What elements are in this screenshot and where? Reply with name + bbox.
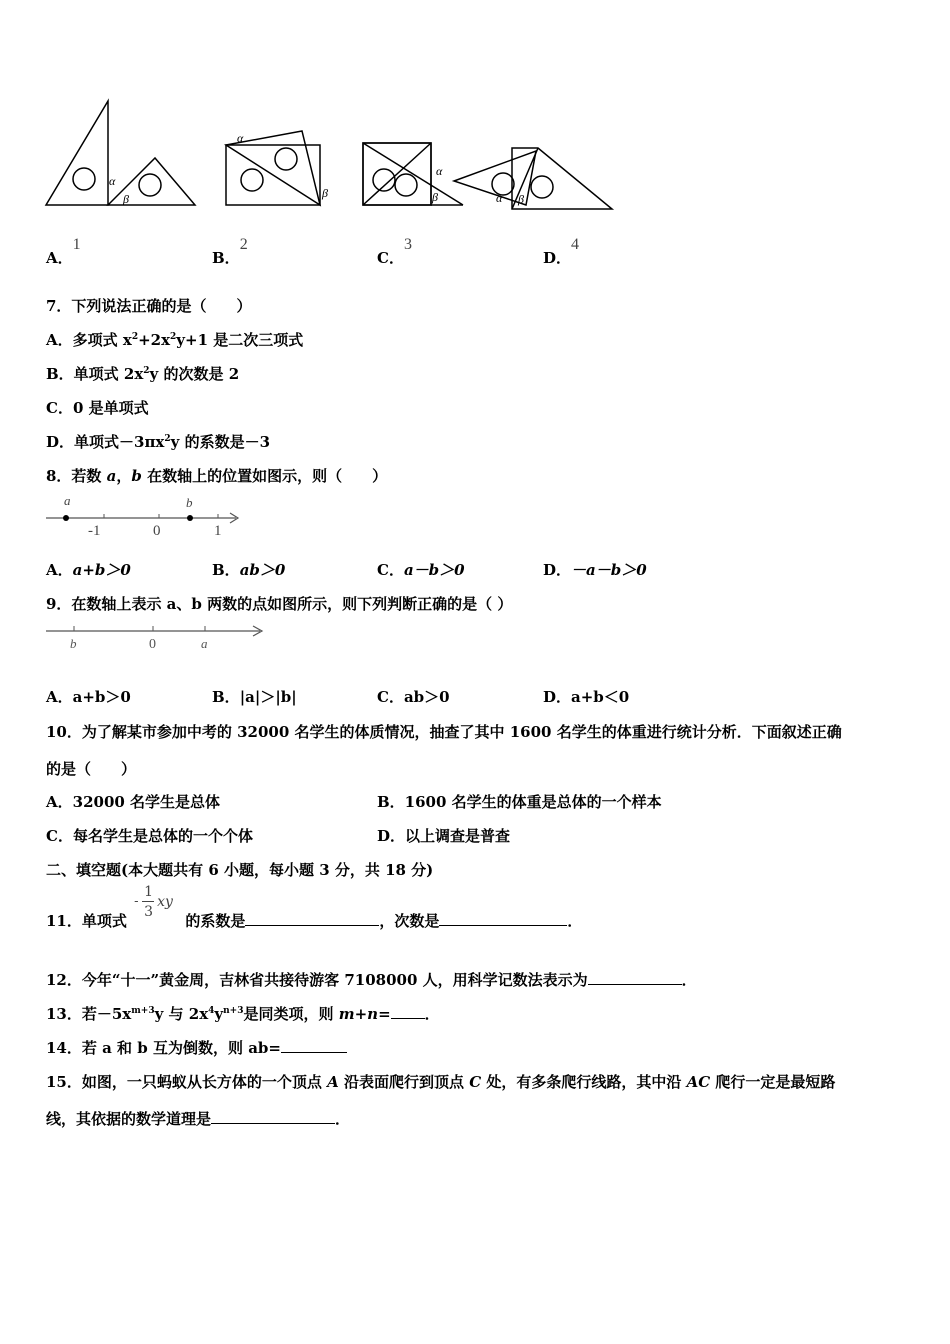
svg-text:0: 0 [153, 523, 161, 539]
q11-expression: - 1 3 xy [134, 884, 173, 920]
q11-blank-2[interactable] [439, 911, 567, 926]
q8-point-b [187, 515, 193, 521]
fig2-alpha: α [237, 131, 244, 145]
q11-blank-1[interactable] [245, 911, 379, 926]
q8-option-c: C．a－b＞0 [377, 561, 465, 579]
figure-3 [363, 143, 463, 205]
q7-option-c: C．0 是单项式 [46, 399, 149, 417]
q15-line2: 线，其依据的数学道理是 ． [46, 1110, 351, 1128]
svg-text:1: 1 [214, 523, 222, 539]
svg-text:b: b [186, 495, 193, 510]
q9-number-line [44, 618, 269, 654]
figure-4 [454, 148, 612, 209]
q6-option-a: A．1 [46, 236, 81, 267]
q13-blank[interactable] [391, 1004, 425, 1019]
svg-text:a: a [201, 636, 208, 651]
q7-stem: 7．下列说法正确的是（ ） [46, 297, 252, 315]
q10-option-a: A．32000 名学生是总体 [46, 793, 221, 811]
q8-option-b: B．ab＞0 [212, 561, 286, 579]
svg-text:-1: -1 [88, 523, 101, 539]
q15-blank[interactable] [211, 1109, 335, 1124]
svg-text:a: a [64, 493, 71, 508]
q8-number-line [44, 490, 244, 540]
q10-option-d: D．以上调查是普查 [377, 827, 511, 845]
q12: 12．今年“十一”黄金周，吉林省共接待游客 7108000 人，用科学记数法表示为 ． [46, 971, 697, 989]
fig2-beta: β [322, 186, 328, 200]
q6-option-d: D．4 [543, 236, 580, 267]
q8-option-d: D．－a－b＞0 [543, 561, 647, 579]
q10-option-c: C．每名学生是总体的一个个体 [46, 827, 253, 845]
section-2-heading: 二、填空题(本大题共有 6 小题，每小题 3 分，共 18 分) [46, 861, 434, 879]
q6-option-c: C．3 [377, 236, 412, 267]
q6-option-b: B．2 [212, 236, 248, 267]
q6-figures [40, 95, 620, 215]
q13: 13．若$-5x^{m+3}y$ 与 $2x^4y^{n+3}$是同类项，则 m+n= ． [46, 1005, 440, 1023]
q14: 14．若 a 和 b 互为倒数，则 ab= [46, 1037, 347, 1058]
q8-point-a [63, 515, 69, 521]
fig3-alpha: α [436, 164, 443, 178]
q7-option-b: B．单项式 $2x^2y$ 的次数是 2 [46, 365, 240, 383]
q7-option-a: A．多项式 $x^2+2x^2y+1$ 是二次三项式 [46, 331, 304, 349]
svg-text:0: 0 [149, 637, 156, 652]
q8-stem: 8．若数 a，b 在数轴上的位置如图示，则（ ） [46, 467, 388, 485]
q9-option-d: D．a+b＜0 [543, 688, 630, 706]
fig1-alpha: α [109, 174, 116, 188]
fig3-beta: β [432, 190, 438, 204]
q10-option-b: B．1600 名学生的体重是总体的一个样本 [377, 793, 662, 811]
q7-option-d: D．单项式$-3\pi x^2y$ 的系数是－3 [46, 433, 271, 451]
fig4-beta: β [518, 192, 524, 206]
q8-option-a: A．a+b＞0 [46, 561, 131, 579]
svg-text:b: b [70, 636, 77, 651]
q14-blank[interactable] [281, 1038, 347, 1053]
q9-option-a: A．a+b＞0 [46, 688, 131, 706]
figure-1 [46, 101, 195, 205]
q12-blank[interactable] [588, 970, 682, 985]
q10-stem-line1: 10．为了解某市参加中考的 32000 名学生的体质情况，抽查了其中 1600 名学生的体重进行统计分析．下面叙述正确 [46, 723, 842, 741]
q10-stem-line2: 的是（ ） [46, 760, 137, 778]
fig1-beta: β [123, 192, 129, 206]
q11: 11．单项式 - 1 3 xy 的系数是 ，次数是 ． [46, 884, 583, 930]
q9-stem: 9．在数轴上表示 a、b 两数的点如图所示，则下列判断正确的是（ ） [46, 595, 513, 613]
q15-line1: 15．如图，一只蚂蚁从长方体的一个顶点 A 沿表面爬行到顶点 C 处，有多条爬行线路，其中沿 AC 爬行一定是最短路 [46, 1073, 836, 1091]
fig4-alpha: α [496, 191, 503, 205]
q9-option-c: C．ab＞0 [377, 688, 450, 706]
q9-option-b: B．|a|＞|b| [212, 688, 297, 706]
